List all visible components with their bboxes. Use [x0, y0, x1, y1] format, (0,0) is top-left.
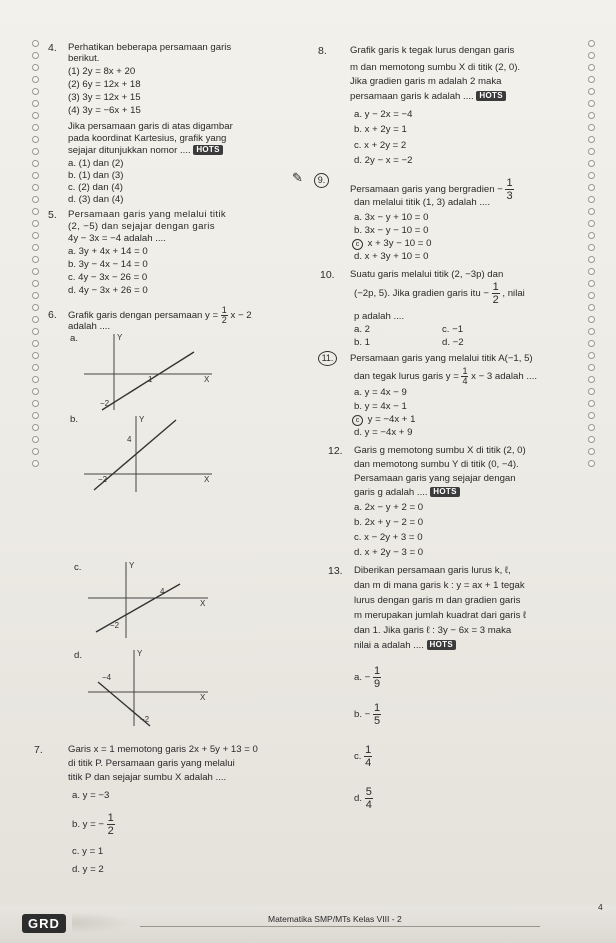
q4-option-a[interactable]: a. (1) dan (2)	[68, 158, 124, 169]
q7-option-c[interactable]: c. y = 1	[72, 846, 104, 857]
q7-option-a[interactable]: a. y = −3	[72, 790, 110, 801]
page-number: 4	[598, 902, 603, 912]
q6-graph-b[interactable]	[84, 412, 214, 494]
q12-option-a[interactable]: a. 2x − y + 2 = 0	[354, 502, 424, 513]
q5-line1: Persamaan garis yang melalui titik	[68, 209, 227, 220]
q6-graph-a[interactable]	[84, 330, 214, 412]
q5-option-b[interactable]: b. 3y − 4x − 14 = 0	[68, 259, 148, 270]
q11-option-a[interactable]: a. y = 4x − 9	[354, 387, 407, 398]
q4-question-line2: pada koordinat Kartesius, grafik yang	[68, 133, 227, 144]
q9-option-d[interactable]: d. x + 3y + 10 = 0	[354, 251, 429, 262]
q4-number: 4.	[48, 42, 57, 54]
q7-line1: Garis x = 1 memotong garis 2x + 5y + 13 = 0	[68, 744, 258, 755]
tick-label: 1	[148, 375, 153, 384]
q13-option-c-fraction: $\frac{1}{4}$	[365, 744, 372, 769]
q8-line1: Grafik garis k tegak lurus dengan garis	[350, 45, 515, 56]
q13-option-c-text: c.	[354, 751, 362, 763]
selected-answer-circle: c	[352, 415, 363, 426]
q12-line1: Garis g memotong sumbu X di titik (2, 0)	[354, 445, 526, 456]
q8-option-d[interactable]: d. 2y − x = −2	[354, 155, 413, 166]
q6-option-d-label[interactable]: d.	[74, 650, 83, 661]
q6-line1-end: x − 2	[230, 310, 252, 322]
q6-graph-c[interactable]	[88, 558, 214, 640]
brand-swoosh	[72, 912, 132, 934]
q6-line1-text: Grafik garis dengan persamaan y =	[68, 310, 219, 322]
book-title: Matematika SMP/MTs Kelas VIII - 2	[268, 914, 402, 924]
axis-label-x: X	[204, 375, 210, 384]
q9-option-b[interactable]: b. 3x − y − 10 = 0	[354, 225, 429, 236]
q11-number: 11.	[318, 351, 337, 366]
q11-fraction: $\frac{1}{4}$	[462, 366, 468, 386]
q13-line6-text: nilai a adalah ....	[354, 640, 424, 651]
q4-question-line1: Jika persamaan garis di atas digambar	[68, 121, 233, 132]
axis-label-x: X	[200, 693, 206, 702]
q5-line3: 4y − 3x = −4 adalah ....	[68, 233, 166, 244]
q4-option-c[interactable]: c. (2) dan (4)	[68, 182, 123, 193]
q10-option-a[interactable]: a. 2	[354, 324, 371, 335]
q4-list-item: (1) 2y = 8x + 20	[68, 66, 136, 77]
q8-line2: m dan memotong sumbu X di titik (2, 0).	[350, 62, 521, 73]
q12-option-d[interactable]: d. x + 2y − 3 = 0	[354, 547, 424, 558]
q7-option-b[interactable]	[72, 812, 115, 837]
q4-option-b[interactable]: b. (1) dan (3)	[68, 170, 124, 181]
q4-question-text: sejajar ditunjukkan nomor ....	[68, 145, 191, 156]
tick-label: −2	[140, 715, 150, 724]
selected-answer-circle: c	[352, 239, 363, 250]
q13-line2: dan m di mana garis k : y = ax + 1 tegak	[354, 580, 525, 591]
q10-number: 10.	[320, 269, 335, 281]
hots-badge: HOTS	[476, 91, 505, 101]
q11-option-b[interactable]: b. y = 4x − 1	[354, 401, 407, 412]
q9-number: 9.	[314, 173, 329, 188]
q9-line1-text: Persamaan garis yang bergradien −	[350, 184, 503, 196]
q8-line4	[350, 91, 506, 103]
axis-label-x: X	[204, 475, 210, 484]
axis-label-y: Y	[117, 333, 123, 342]
q11-option-c-text: y = −4x + 1	[367, 414, 416, 425]
q12-line4	[354, 487, 460, 499]
q8-option-c[interactable]: c. x + 2y = 2	[354, 140, 407, 151]
q5-option-a[interactable]: a. 3y + 4x + 14 = 0	[68, 246, 148, 257]
axis-label-y: Y	[139, 415, 145, 424]
q9-option-a[interactable]: a. 3x − y + 10 = 0	[354, 212, 429, 223]
axis-label-y: Y	[129, 561, 135, 570]
q5-line2: (2, −5) dan sejajar dengan garis	[68, 221, 215, 232]
q8-option-b[interactable]: b. x + 2y = 1	[354, 124, 407, 135]
q6-number: 6.	[48, 309, 57, 321]
q4-option-d[interactable]: d. (3) dan (4)	[68, 194, 124, 205]
q4-list-item: (2) 6y = 12x + 18	[68, 79, 141, 90]
q12-option-c[interactable]: c. x − 2y + 3 = 0	[354, 532, 423, 543]
q9-option-c[interactable]	[352, 238, 431, 250]
q6-fraction: $\frac{1}{2}$	[221, 305, 227, 325]
axis-label-x: X	[200, 599, 206, 608]
q13-line5: dan 1. Jika garis ℓ : 3y − 6x = 3 maka	[354, 625, 512, 636]
binding-holes-left	[32, 40, 40, 472]
tick-label: −2	[110, 621, 120, 630]
hots-badge: HOTS	[193, 145, 222, 155]
q10-line2	[354, 281, 525, 306]
q13-line4: m merupakan jumlah kuadrat dari garis ℓ	[354, 610, 527, 621]
q8-line4-text: persamaan garis k adalah ....	[350, 91, 474, 102]
q10-option-b[interactable]: b. 1	[354, 337, 371, 348]
q10-fraction: $\frac{1}{2}$	[492, 281, 499, 306]
brain-icon: ✎	[292, 170, 303, 185]
q13-option-b-text: b. −	[354, 709, 371, 721]
axis-label-y: Y	[137, 649, 143, 658]
q6-line2: adalah ....	[68, 321, 111, 332]
q13-line6	[354, 640, 456, 652]
tick-label: −4	[102, 673, 112, 682]
q6-option-b-label[interactable]: b.	[70, 414, 79, 425]
q10-line2-end: , nilai	[502, 288, 525, 300]
q11-line1: Persamaan garis yang melalui titik A(−1, 5)	[350, 353, 533, 364]
q8-option-a[interactable]: a. y − 2x = −4	[354, 109, 413, 120]
q7-number: 7.	[34, 744, 43, 756]
q12-line4-text: garis g adalah ....	[354, 487, 428, 498]
q4-question-line3	[68, 145, 223, 157]
q6-graph-c-line	[96, 584, 180, 632]
tick-label: 4	[160, 587, 165, 596]
q6-option-c-label[interactable]: c.	[74, 562, 82, 573]
q13-line1: Diberikan persamaan garis lurus k, ℓ,	[354, 565, 511, 576]
q9-option-c-text: x + 3y − 10 = 0	[367, 238, 432, 249]
q12-number: 12.	[328, 445, 343, 457]
q5-option-c[interactable]: c. 4y − 3x − 26 = 0	[68, 272, 148, 283]
q10-option-d[interactable]: d. −2	[442, 337, 464, 348]
brand-logo: GRD	[22, 914, 66, 933]
hots-badge: HOTS	[430, 487, 459, 497]
q4-list-item: (4) 3y = −6x + 15	[68, 105, 141, 116]
q7-line2: di titik P. Persamaan garis yang melalui	[68, 758, 235, 769]
q11-option-c[interactable]	[352, 414, 415, 426]
q7-line3: titik P dan sejajar sumbu X adalah ....	[68, 772, 227, 783]
q9-fraction: $\frac{1}{3}$	[506, 177, 513, 202]
tick-label: 4	[127, 435, 132, 444]
q11-line2-end: x − 3 adalah ....	[471, 371, 538, 383]
q13-number: 13.	[328, 565, 343, 577]
q11-line2-text: dan tegak lurus garis y =	[354, 371, 459, 383]
q9-line2: dan melalui titik (1, 3) adalah ....	[354, 197, 490, 208]
q7-option-d[interactable]: d. y = 2	[72, 864, 104, 875]
q4-list-item: (3) 3y = 12x + 15	[68, 92, 141, 103]
q13-option-a-text: a. −	[354, 672, 371, 684]
q5-option-d[interactable]: d. 4y − 3x + 26 = 0	[68, 285, 148, 296]
q4-intro-line2: berikut.	[68, 53, 100, 64]
q13-option-a-fraction: $\frac{1}{9}$	[373, 665, 381, 690]
tick-label: −2	[98, 475, 108, 484]
q7-option-b-text: b. y = −	[72, 819, 104, 831]
q13-option-d[interactable]	[354, 786, 373, 811]
q10-line1: Suatu garis melalui titik (2, −3p) dan	[350, 269, 504, 280]
q12-option-b[interactable]: b. 2x + y − 2 = 0	[354, 517, 424, 528]
q12-line3: Persamaan garis yang sejajar dengan	[354, 473, 516, 484]
q7-option-b-fraction: $\frac{1}{2}$	[107, 812, 114, 837]
q13-option-a[interactable]	[354, 665, 381, 690]
q12-line2: dan memotong sumbu Y di titik (0, −4).	[354, 459, 519, 470]
tick-label: −2	[100, 399, 110, 408]
q10-line2-text: (−2p, 5). Jika gradien garis itu −	[354, 288, 489, 300]
q6-option-a-label[interactable]: a.	[70, 333, 79, 344]
q10-option-c[interactable]: c. −1	[442, 324, 464, 335]
q5-number: 5.	[48, 209, 57, 221]
q11-option-d[interactable]: d. y = −4x + 9	[354, 427, 413, 438]
q10-line3: p adalah ....	[354, 311, 405, 322]
q8-line3: Jika gradien garis m adalah 2 maka	[350, 76, 502, 87]
q4-intro-line1: Perhatikan beberapa persamaan garis	[68, 42, 232, 53]
q11-line2	[354, 367, 537, 386]
q13-option-c[interactable]	[354, 744, 372, 769]
hots-badge: HOTS	[427, 640, 456, 650]
q13-line3: lurus dengan garis m dan gradien garis	[354, 595, 521, 606]
footer-divider	[140, 926, 540, 927]
q8-number: 8.	[318, 45, 327, 57]
q6-graph-d[interactable]	[88, 646, 214, 728]
q13-option-d-text: d.	[354, 793, 363, 805]
q13-option-d-fraction: $\frac{5}{4}$	[365, 786, 372, 811]
q13-option-b[interactable]	[354, 702, 381, 727]
binding-holes-right	[588, 40, 596, 472]
q13-option-b-fraction: $\frac{1}{5}$	[373, 702, 381, 727]
